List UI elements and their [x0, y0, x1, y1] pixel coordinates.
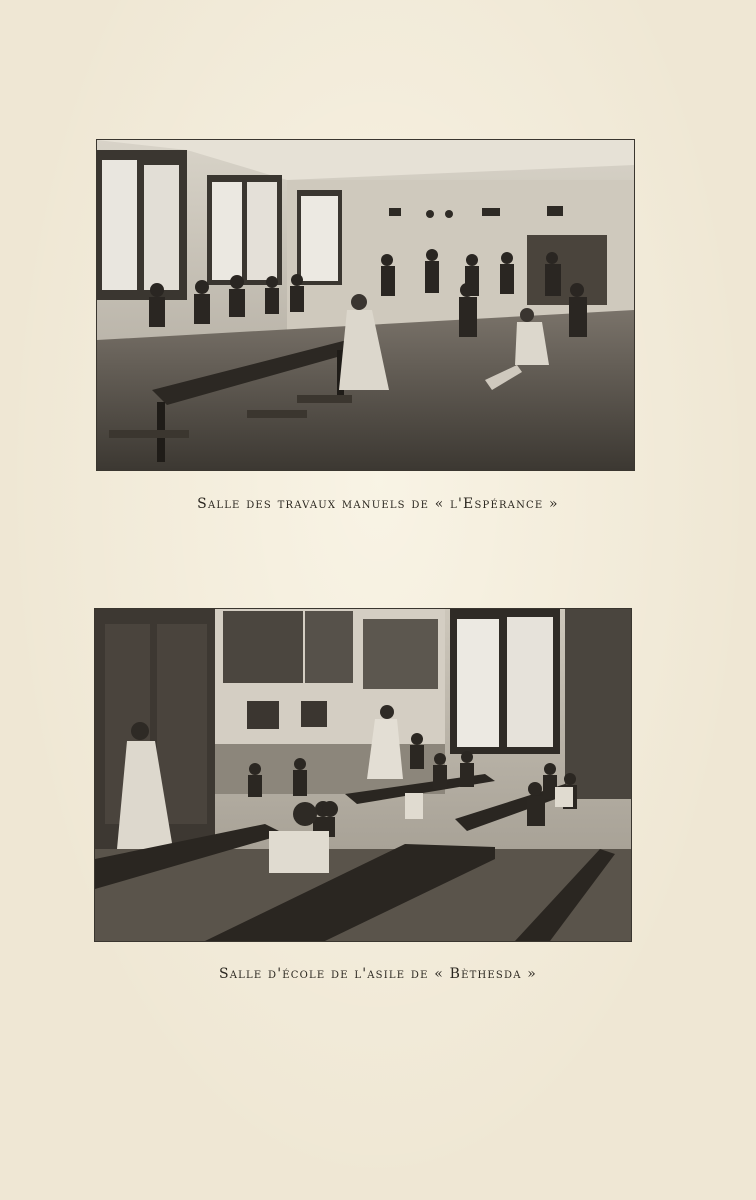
photo-caption-workshop: Salle des travaux manuels de « l'Espérance » — [197, 496, 559, 512]
photo-caption-schoolroom: Salle d'école de l'asile de « Bèthesda » — [218, 966, 538, 982]
photo-schoolroom — [95, 609, 631, 941]
photo-schoolroom-illustration — [95, 609, 631, 941]
photo-workshop-room — [97, 140, 634, 470]
photo-workshop-illustration — [97, 140, 634, 470]
